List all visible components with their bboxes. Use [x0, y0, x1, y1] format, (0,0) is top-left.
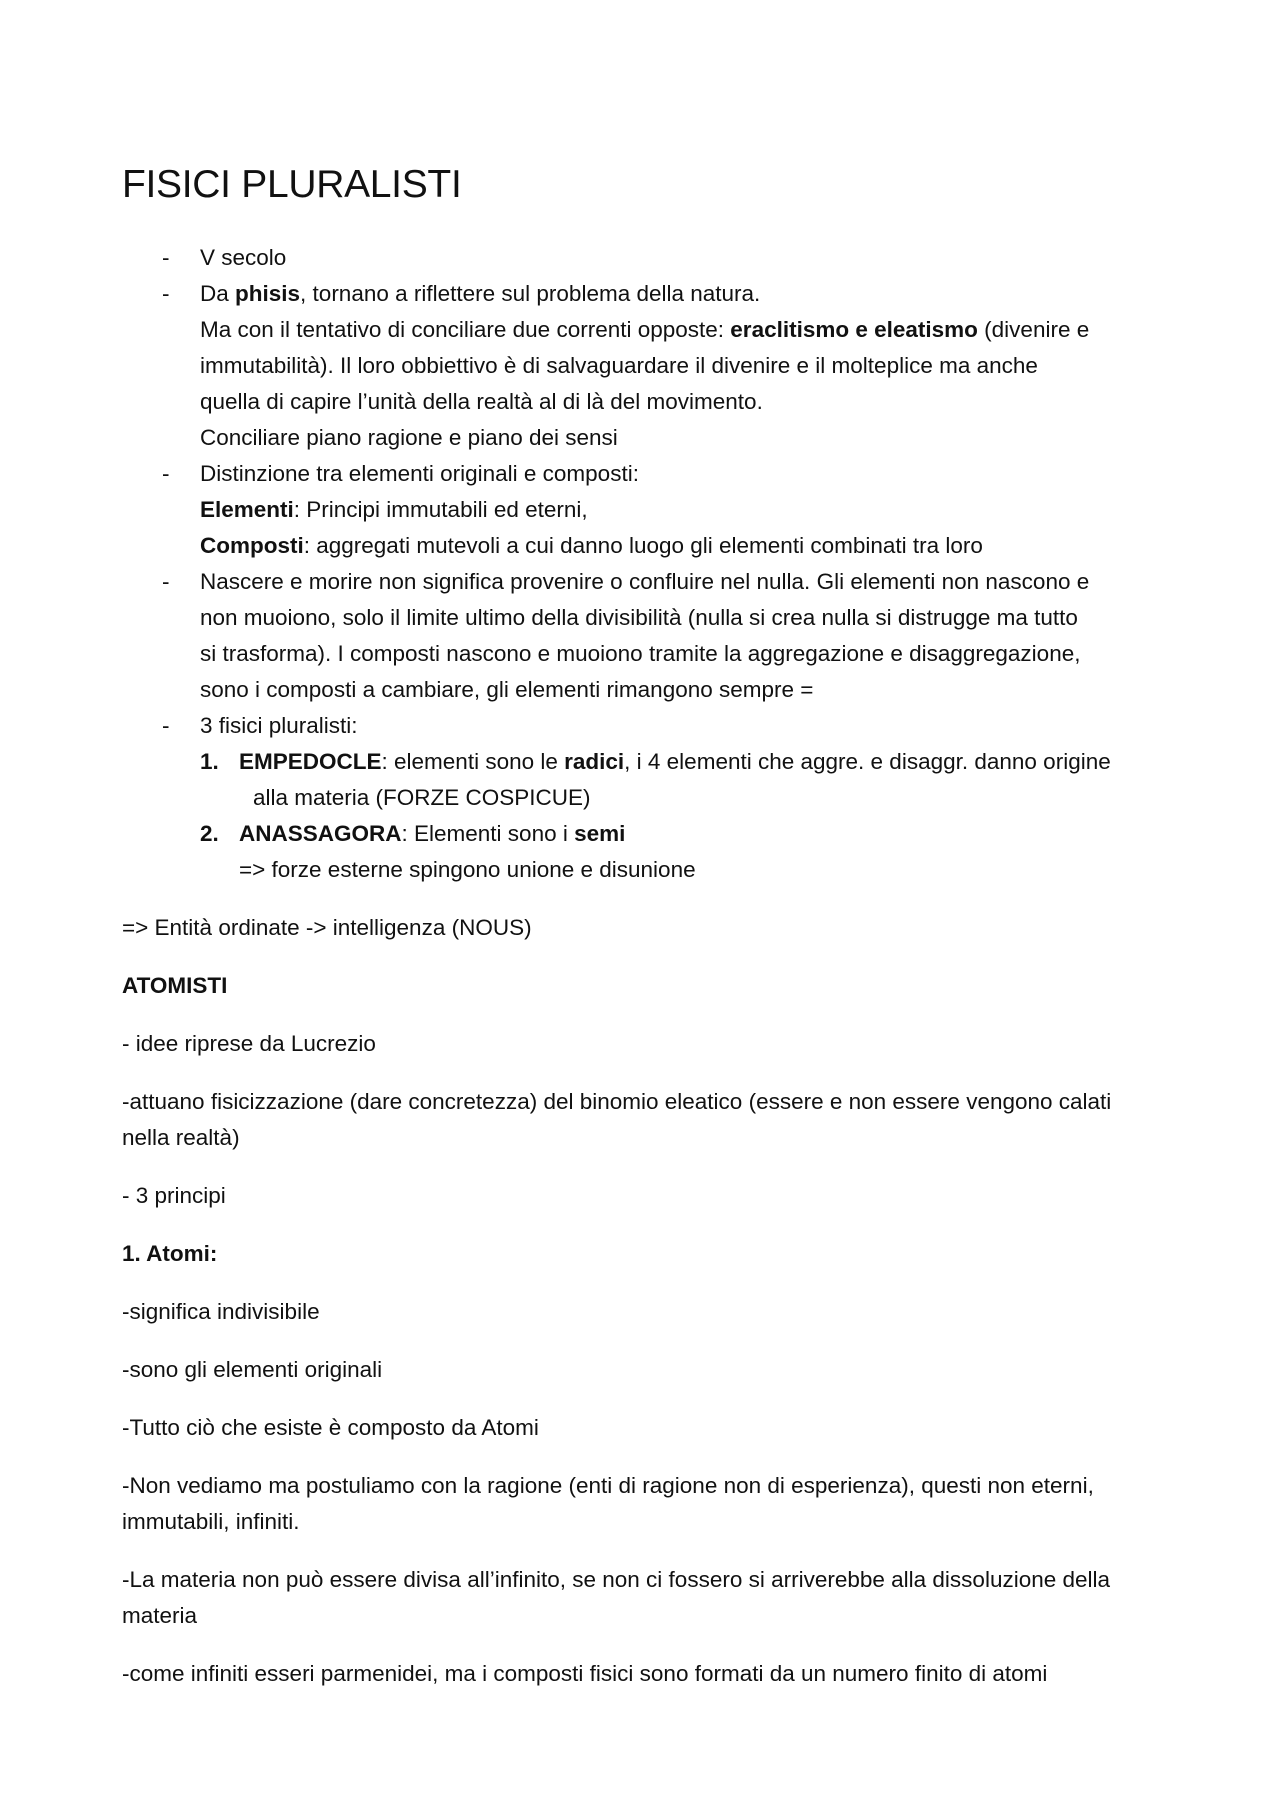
list-item-line: Da phisis, tornano a riflettere sul problema della natura.	[200, 281, 761, 306]
list-item-line: Ma con il tentativo di conciliare due correnti opposte: eraclitismo e eleatismo (divenire e	[200, 317, 1090, 342]
list-item-line: si trasforma). I composti nascono e muoiono tramite la aggregazione e disaggregazione,	[200, 641, 1081, 666]
paragraph: - idee riprese da Lucrezio	[122, 1031, 376, 1056]
bullet-dash: -	[162, 713, 170, 738]
numbered-item-line: EMPEDOCLE: elementi sono le radici, i 4 elementi che aggre. e disaggr. danno origine	[239, 749, 1111, 774]
list-item: V secolo	[200, 245, 287, 270]
list-number: 1.	[200, 749, 219, 774]
paragraph: - 3 principi	[122, 1183, 226, 1208]
list-number: 2.	[200, 821, 219, 846]
paragraph: -significa indivisibile	[122, 1299, 320, 1324]
list-item-line: quella di capire l’unità della realtà al di là del movimento.	[200, 389, 763, 414]
paragraph-line: immutabili, infiniti.	[122, 1509, 300, 1534]
list-item-line: Elementi: Principi immutabili ed eterni,	[200, 497, 588, 522]
paragraph: -come infiniti esseri parmenidei, ma i composti fisici sono formati da un numero finito di atomi	[122, 1661, 1048, 1686]
list-item-line: non muoiono, solo il limite ultimo della divisibilità (nulla si crea nulla si distrugge ma tutto	[200, 605, 1078, 630]
bullet-dash: -	[162, 245, 170, 270]
list-item-line: Conciliare piano ragione e piano dei sensi	[200, 425, 618, 450]
numbered-item-line: ANASSAGORA: Elementi sono i semi	[239, 821, 626, 846]
subsection-heading: 1. Atomi:	[122, 1241, 218, 1266]
paragraph-line: nella realtà)	[122, 1125, 240, 1150]
bullet-dash: -	[162, 281, 170, 306]
paragraph-line: -Non vediamo ma postuliamo con la ragione (enti di ragione non di esperienza), questi non eterni,	[122, 1473, 1094, 1498]
list-item: 3 fisici pluralisti:	[200, 713, 358, 738]
paragraph: => Entità ordinate -> intelligenza (NOUS)	[122, 915, 532, 940]
list-item-line: Composti: aggregati mutevoli a cui danno luogo gli elementi combinati tra loro	[200, 533, 983, 558]
list-item-line: Distinzione tra elementi originali e composti:	[200, 461, 639, 486]
paragraph: -Tutto ciò che esiste è composto da Atomi	[122, 1415, 539, 1440]
list-item-line: Nascere e morire non significa provenire o confluire nel nulla. Gli elementi non nascono e	[200, 569, 1090, 594]
bullet-dash: -	[162, 461, 170, 486]
list-item-line: sono i composti a cambiare, gli elementi rimangono sempre =	[200, 677, 814, 702]
paragraph-line: -attuano fisicizzazione (dare concretezza) del binomio eleatico (essere e non essere vengono calati	[122, 1089, 1112, 1114]
paragraph: -sono gli elementi originali	[122, 1357, 383, 1382]
page-title: FISICI PLURALISTI	[122, 163, 462, 206]
section-heading: ATOMISTI	[122, 973, 228, 998]
numbered-item-line: alla materia (FORZE COSPICUE)	[253, 785, 591, 810]
list-item-line: immutabilità). Il loro obbiettivo è di salvaguardare il divenire e il molteplice ma anche	[200, 353, 1038, 378]
paragraph-line: materia	[122, 1603, 198, 1628]
numbered-item-line: => forze esterne spingono unione e disunione	[239, 857, 696, 882]
paragraph-line: -La materia non può essere divisa all’infinito, se non ci fossero si arriverebbe alla dissoluzione della	[122, 1567, 1111, 1592]
bullet-dash: -	[162, 569, 170, 594]
